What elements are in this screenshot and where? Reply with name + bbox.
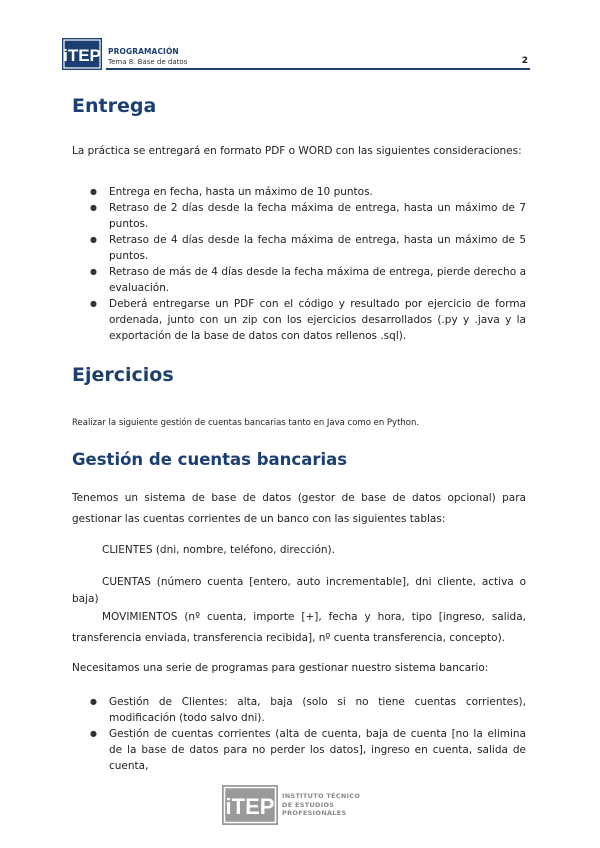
page-header: [62, 38, 530, 72]
table-clientes: CLIENTES (dni, nombre, teléfono, dirección).: [102, 544, 335, 556]
heading-ejercicios: Ejercicios: [72, 364, 174, 386]
footer-logo-text: iTEP: [225, 794, 275, 819]
gestion-need: Necesitamos una serie de programas para gestionar nuestro sistema bancario:: [72, 662, 489, 674]
list-item: ● Entrega en fecha, hasta un máximo de 10 puntos.: [72, 184, 526, 200]
page-footer: [222, 782, 362, 828]
footer-line-2: DE ESTUDIOS: [282, 800, 335, 809]
header-divider: [106, 68, 530, 70]
ejercicios-intro: Realizar la siguiente gestión de cuentas bancarias tanto en Java como en Python.: [72, 418, 420, 428]
course-title: PROGRAMACIÓN: [108, 47, 179, 56]
list-item: ● Retraso de 2 días desde la fecha máxima de entrega, hasta un máximo de 7 puntos.: [72, 200, 526, 232]
course-subtitle: Tema 8. Base de datos: [108, 58, 188, 66]
list-item: ● Gestión de Clientes: alta, baja (solo si no tiene cuentas corrientes), modificación (todo salvo dni).: [72, 694, 526, 726]
heading-entrega: Entrega: [72, 95, 157, 117]
gestion-list: [72, 694, 526, 774]
entrega-list: [72, 184, 526, 344]
itep-footer-logo-icon: [222, 785, 278, 825]
gestion-intro: Tenemos un sistema de base de datos (gestor de base de datos opcional) para gestionar las cuentas corrientes de un banco con las siguientes tablas:: [72, 492, 526, 525]
footer-line-1: INSTITUTO TÉCNICO: [282, 792, 361, 800]
svg-text:iTEP: iTEP: [63, 46, 101, 65]
footer-line-3: PROFESIONALES: [282, 809, 347, 817]
table-cuentas: CUENTAS (número cuenta [entero, auto incrementable], dni cliente, activa o baja): [72, 576, 526, 605]
table-movimientos: MOVIMIENTOS (nº cuenta, importe [+], fecha y hora, tipo [ingreso, salida, transferencia enviada, transferencia recibida], nº cuenta transferencia, concepto).: [72, 611, 526, 644]
heading-gestion: Gestión de cuentas bancarias: [72, 450, 348, 469]
footer-institute-name: [282, 792, 360, 818]
list-item: ● Deberá entregarse un PDF con el código y resultado por ejercicio de forma ordenada, junto con un zip con los ejercicios desarrollados (.py y .java y la exportación de la base de datos con datos rellenos .sql).: [72, 296, 526, 344]
list-item: ● Gestión de cuentas corrientes (alta de cuenta, baja de cuenta [no la elimina de la base de datos para no perder los datos], ingreso en cuenta, salida de cuenta,: [72, 726, 526, 774]
entrega-intro: La práctica se entregará en formato PDF o WORD con las siguientes consideraciones:: [72, 145, 522, 157]
page-number: 2: [521, 56, 528, 66]
list-item: ● Retraso de más de 4 días desde la fecha máxima de entrega, pierde derecho a evaluación.: [72, 264, 526, 296]
itep-logo-icon: [62, 38, 102, 70]
list-item: ● Retraso de 4 días desde la fecha máxima de entrega, hasta un máximo de 5 puntos.: [72, 232, 526, 264]
